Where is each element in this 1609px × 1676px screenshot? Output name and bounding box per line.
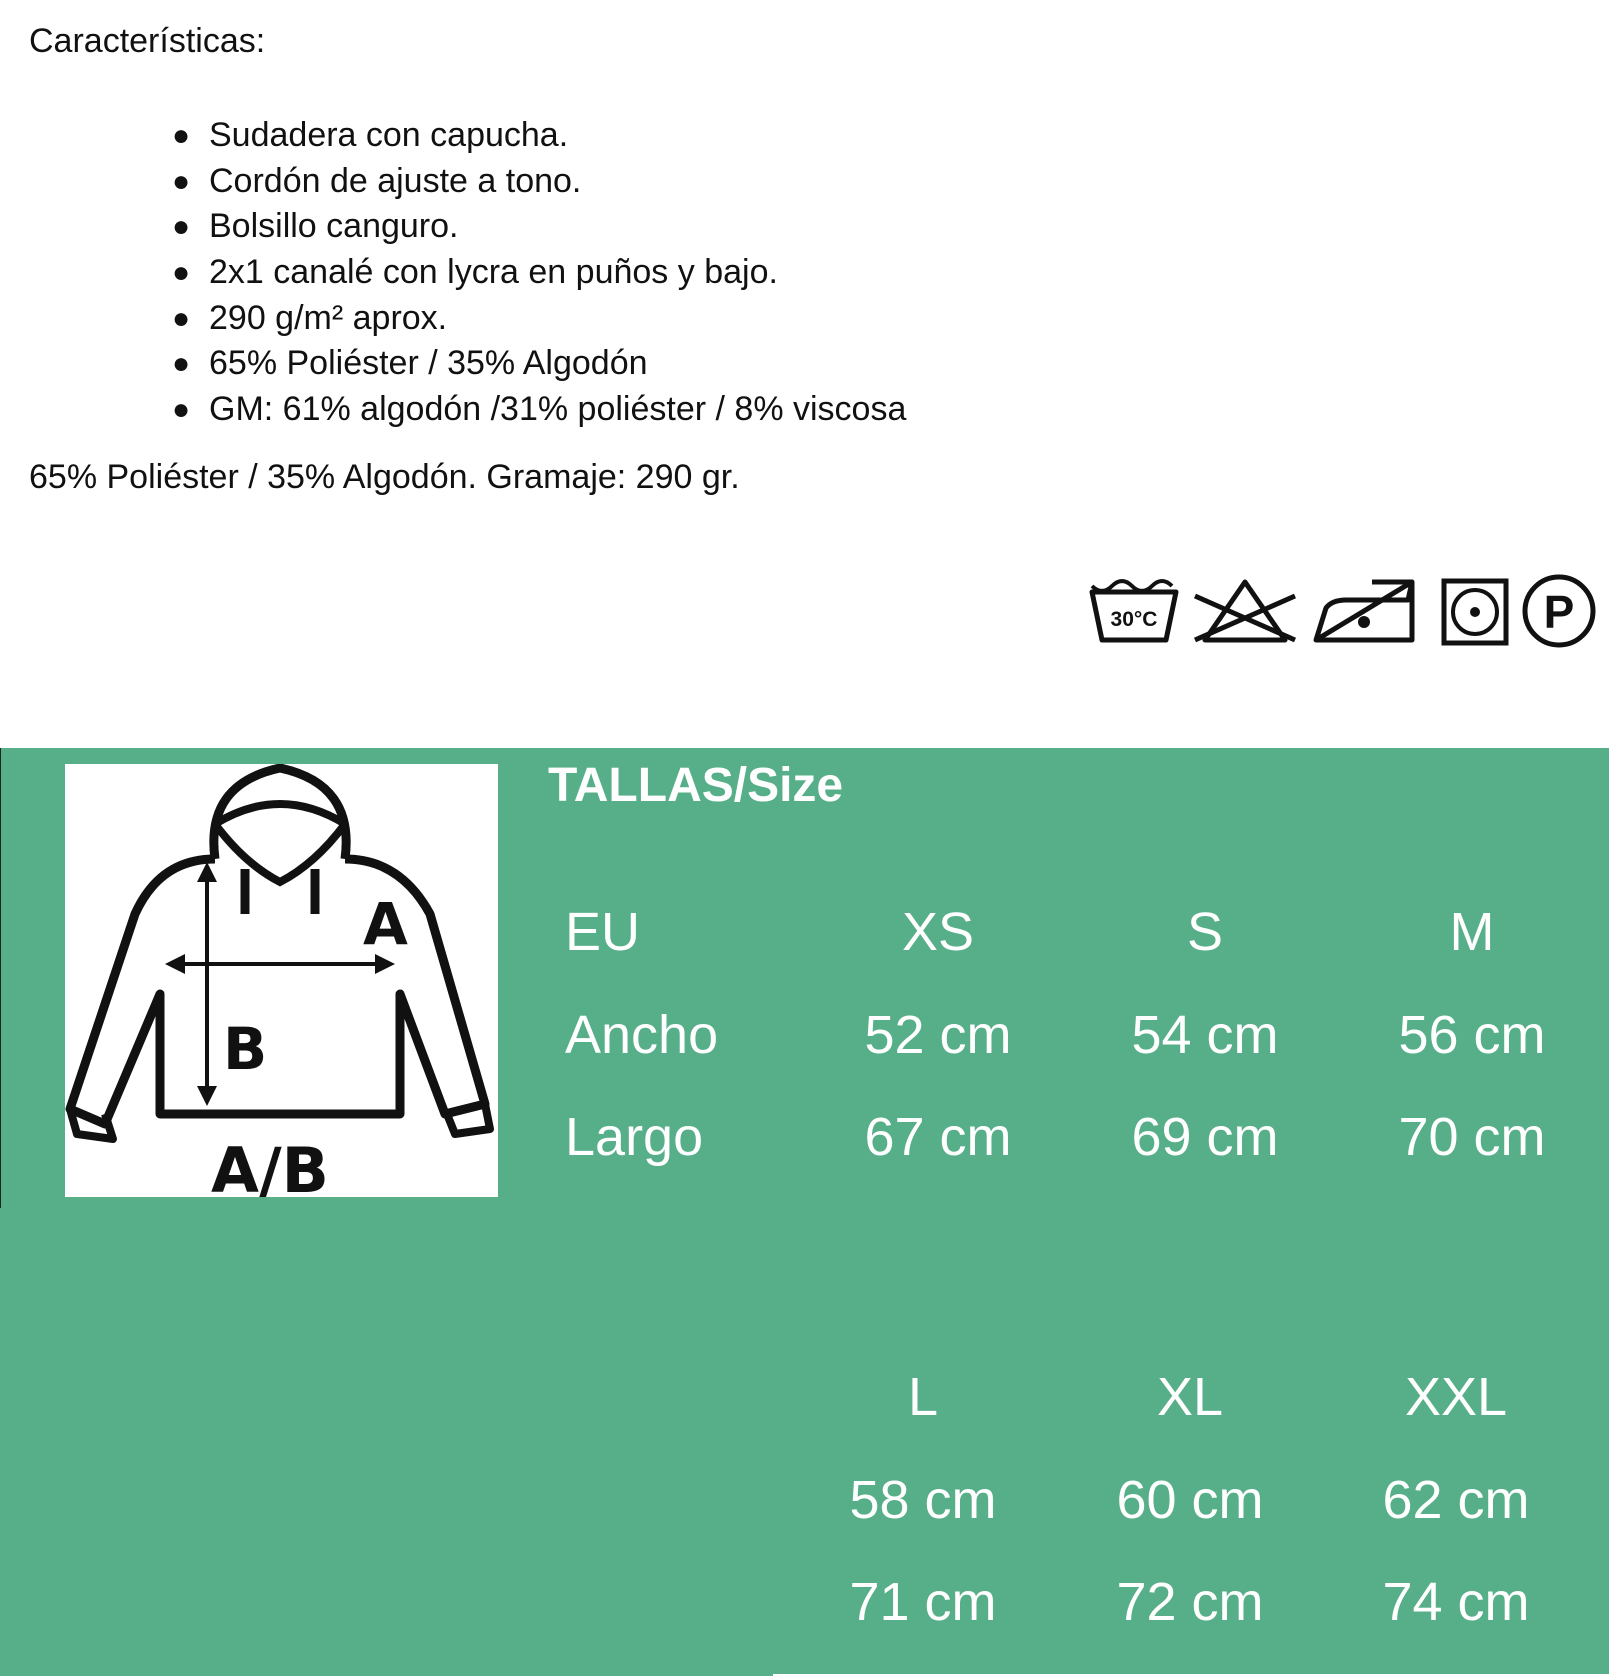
feature-text: Bolsillo canguro. (209, 207, 459, 246)
feature-item (172, 250, 906, 296)
ancho-value: 56 cm (1398, 1005, 1546, 1065)
hoodie-icon (65, 764, 498, 1197)
size-label: XL (1156, 1367, 1224, 1427)
largo-value: 70 cm (1398, 1107, 1546, 1167)
size-label: XXL (1404, 1367, 1508, 1427)
feature-item (172, 113, 906, 159)
hoodie-diagram (65, 764, 498, 1197)
feature-text: 290 g/m² aprox. (209, 298, 448, 337)
ancho-value: 52 cm (864, 1005, 1012, 1065)
dry-clean-p-icon (1521, 573, 1597, 649)
row-label-ancho: Ancho (565, 1005, 719, 1065)
row-label-eu: EU (565, 902, 641, 962)
feature-text: Sudadera con capucha. (209, 116, 569, 154)
ancho-value: 58 cm (849, 1470, 997, 1530)
size-table-title: TALLAS/Size (548, 759, 844, 812)
feature-item (172, 296, 906, 342)
features-heading: Características: (29, 22, 266, 60)
wash-30-icon (1088, 578, 1180, 644)
size-label: XS (901, 902, 975, 962)
label-ab: A/B (211, 1134, 329, 1197)
largo-value: 69 cm (1131, 1107, 1279, 1167)
feature-text: 2x1 canalé con lycra en puños y bajo. (209, 253, 778, 292)
ancho-value: 54 cm (1131, 1005, 1279, 1065)
bullet-icon: ● (172, 256, 191, 290)
feature-text: Cordón de ajuste a tono. (209, 161, 582, 200)
no-bleach-icon (1191, 578, 1299, 644)
tumble-dry-low-icon (1441, 578, 1509, 646)
feature-item (172, 159, 906, 205)
size-label: M (1449, 902, 1495, 962)
feature-text: GM: 61% algodón /31% poliéster / 8% viscosa (209, 390, 907, 429)
bullet-icon: ● (172, 347, 191, 381)
feature-item (172, 387, 906, 433)
row-label-largo: Largo (565, 1107, 704, 1167)
size-label: S (1186, 902, 1224, 962)
label-a: A (363, 890, 408, 958)
ancho-value: 62 cm (1382, 1470, 1530, 1530)
largo-value: 71 cm (849, 1572, 997, 1632)
ancho-value: 60 cm (1116, 1470, 1264, 1530)
feature-item (172, 341, 906, 387)
bullet-icon: ● (172, 164, 191, 198)
wash-temperature: 30°C (1110, 608, 1158, 631)
largo-value: 67 cm (864, 1107, 1012, 1167)
bullet-icon: ● (172, 210, 191, 244)
bullet-icon: ● (172, 119, 191, 152)
feature-item (172, 204, 906, 250)
feature-text: 65% Poliéster / 35% Algodón (209, 344, 648, 383)
largo-value: 72 cm (1116, 1572, 1264, 1632)
features-list (172, 113, 906, 433)
care-icons-row (1085, 578, 1597, 650)
size-label: L (907, 1367, 939, 1427)
label-b: B (223, 1015, 268, 1083)
iron-low-icon (1312, 578, 1418, 644)
divider (0, 748, 1, 1208)
composition-text: 65% Poliéster / 35% Algodón. Gramaje: 290 gr. (29, 458, 740, 496)
bullet-icon: ● (172, 393, 191, 427)
bullet-icon: ● (172, 301, 191, 335)
svg-text:P: P (1543, 586, 1575, 638)
largo-value: 74 cm (1382, 1572, 1530, 1632)
